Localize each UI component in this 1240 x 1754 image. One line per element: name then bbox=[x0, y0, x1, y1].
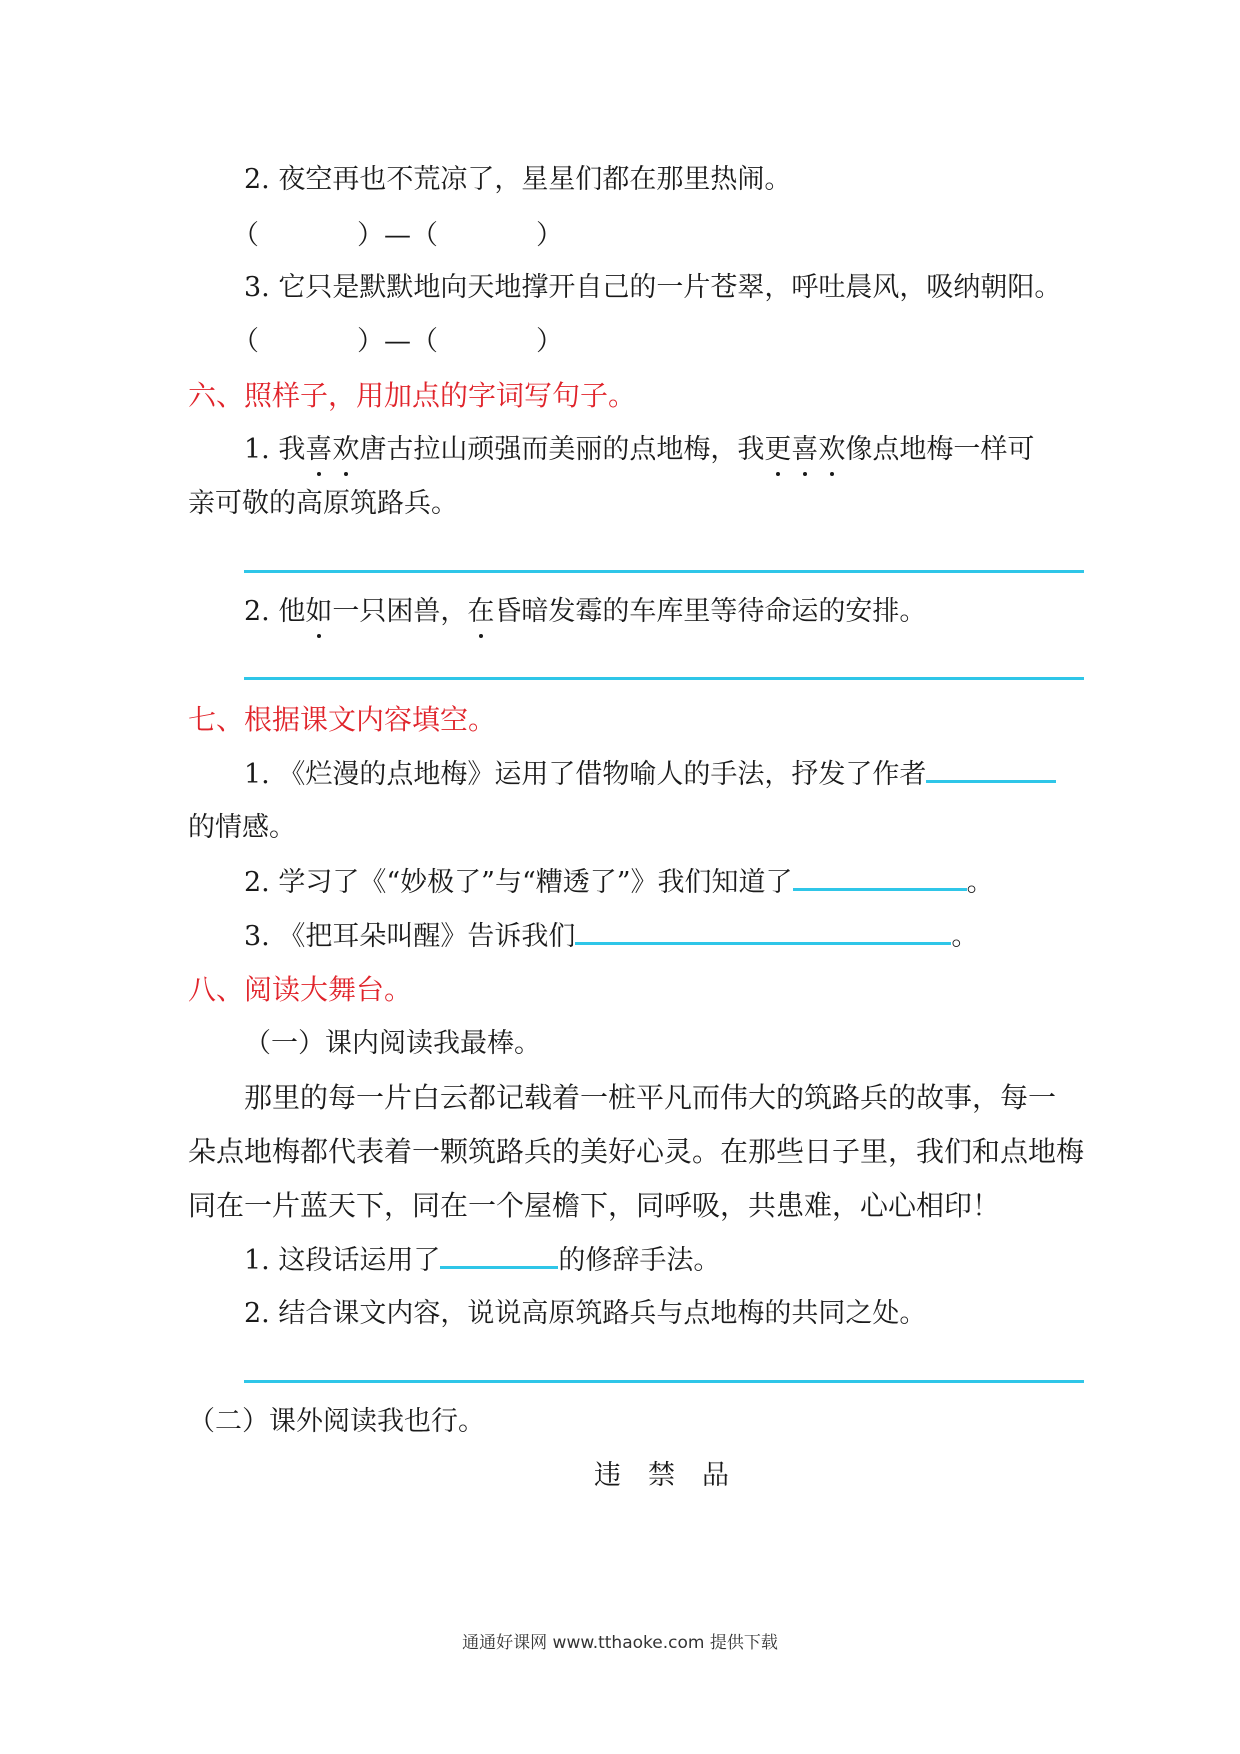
story-title: 违 禁 品 bbox=[594, 1460, 729, 1491]
text-segment: 2. 学习了《“妙极了”与“糟透了”》我们知道了 bbox=[244, 867, 793, 898]
paren-open: （ bbox=[232, 220, 259, 251]
text-segment: 昏暗发霉的车库里等待命运的安排。 bbox=[494, 596, 927, 627]
text-segment: 1. 这段话运用了 bbox=[244, 1245, 441, 1276]
footer-credit: 通通好课网 www.tthaoke.com 提供下载 bbox=[462, 1633, 778, 1653]
passage-line-1: 那里的每一片白云都记载着一桩平凡而伟大的筑路兵的故事，每一 bbox=[244, 1081, 1057, 1114]
dotted-word bbox=[305, 596, 332, 627]
q7-item-1-line-2: 的情感。 bbox=[188, 812, 296, 843]
fill-blank[interactable] bbox=[793, 862, 967, 891]
text-segment: 。 bbox=[951, 921, 979, 952]
text-segment: 。 bbox=[966, 867, 994, 898]
dotted-word bbox=[305, 434, 359, 465]
paren-open: （ bbox=[232, 326, 259, 357]
q5-item-2-answer-parens bbox=[232, 216, 563, 256]
q7-item-3 bbox=[244, 916, 978, 957]
q8-subheading-2: （二）课外阅读我也行。 bbox=[188, 1406, 485, 1437]
q6-item-1-line-1 bbox=[244, 430, 1034, 470]
q7-item-1-line-1 bbox=[244, 754, 1056, 795]
q6-item-2 bbox=[244, 592, 926, 632]
q7-item-2 bbox=[244, 862, 994, 903]
paren-close: ） bbox=[536, 220, 563, 251]
fill-blank[interactable] bbox=[440, 1240, 558, 1269]
dotted-word bbox=[467, 596, 494, 627]
fill-blank[interactable] bbox=[575, 916, 951, 945]
paren-dash: ）—（ bbox=[357, 220, 438, 251]
text-segment: 1. 我 bbox=[244, 434, 306, 465]
text-segment: 唐古拉山顽强而美丽的点地梅，我 bbox=[359, 434, 765, 465]
q8-subheading-1: （一）课内阅读我最棒。 bbox=[244, 1028, 541, 1059]
dotted-word bbox=[764, 434, 845, 465]
section-heading-7: 七、根据课文内容填空。 bbox=[188, 703, 497, 736]
emphasis-dot-char: 喜 bbox=[791, 430, 818, 470]
text-segment: 一只困兽， bbox=[332, 596, 468, 627]
emphasis-dot-char: 在 bbox=[467, 592, 494, 632]
text-segment: 2. 他 bbox=[244, 596, 306, 627]
paren-close: ） bbox=[536, 326, 563, 357]
answer-line[interactable] bbox=[244, 677, 1084, 680]
section-heading-8: 八、阅读大舞台。 bbox=[188, 973, 413, 1006]
answer-line[interactable] bbox=[244, 570, 1084, 573]
fill-blank[interactable] bbox=[926, 754, 1056, 783]
emphasis-dot-char: 喜 bbox=[305, 430, 332, 470]
text-segment: 1. 《烂漫的点地梅》运用了借物喻人的手法，抒发了作者 bbox=[244, 759, 927, 790]
q5-item-2: 2. 夜空再也不荒凉了，星星们都在那里热闹。 bbox=[244, 164, 792, 195]
emphasis-dot-char: 更 bbox=[764, 430, 791, 470]
answer-line[interactable] bbox=[244, 1380, 1084, 1383]
q8-item-1 bbox=[244, 1240, 720, 1281]
q5-item-3-answer-parens bbox=[232, 322, 563, 362]
passage-line-3: 同在一片蓝天下，同在一个屋檐下，同呼吸，共患难，心心相印！ bbox=[188, 1189, 1001, 1222]
passage-line-2: 朵点地梅都代表着一颗筑路兵的美好心灵。在那些日子里，我们和点地梅 bbox=[188, 1135, 1085, 1168]
text-segment: 3. 《把耳朵叫醒》告诉我们 bbox=[244, 921, 576, 952]
emphasis-dot-char: 欢 bbox=[332, 430, 359, 470]
text-segment: 像点地梅一样可 bbox=[845, 434, 1035, 465]
text-segment: 的修辞手法。 bbox=[558, 1245, 721, 1276]
section-heading-6: 六、照样子，用加点的字词写句子。 bbox=[188, 379, 637, 412]
paren-dash: ）—（ bbox=[357, 326, 438, 357]
q6-item-1-line-2: 亲可敬的高原筑路兵。 bbox=[188, 488, 458, 519]
q8-item-2: 2. 结合课文内容，说说高原筑路兵与点地梅的共同之处。 bbox=[244, 1298, 927, 1329]
emphasis-dot-char: 如 bbox=[305, 592, 332, 632]
q5-item-3: 3. 它只是默默地向天地撑开自己的一片苍翠，呼吐晨风，吸纳朝阳。 bbox=[244, 272, 1062, 303]
emphasis-dot-char: 欢 bbox=[818, 430, 845, 470]
